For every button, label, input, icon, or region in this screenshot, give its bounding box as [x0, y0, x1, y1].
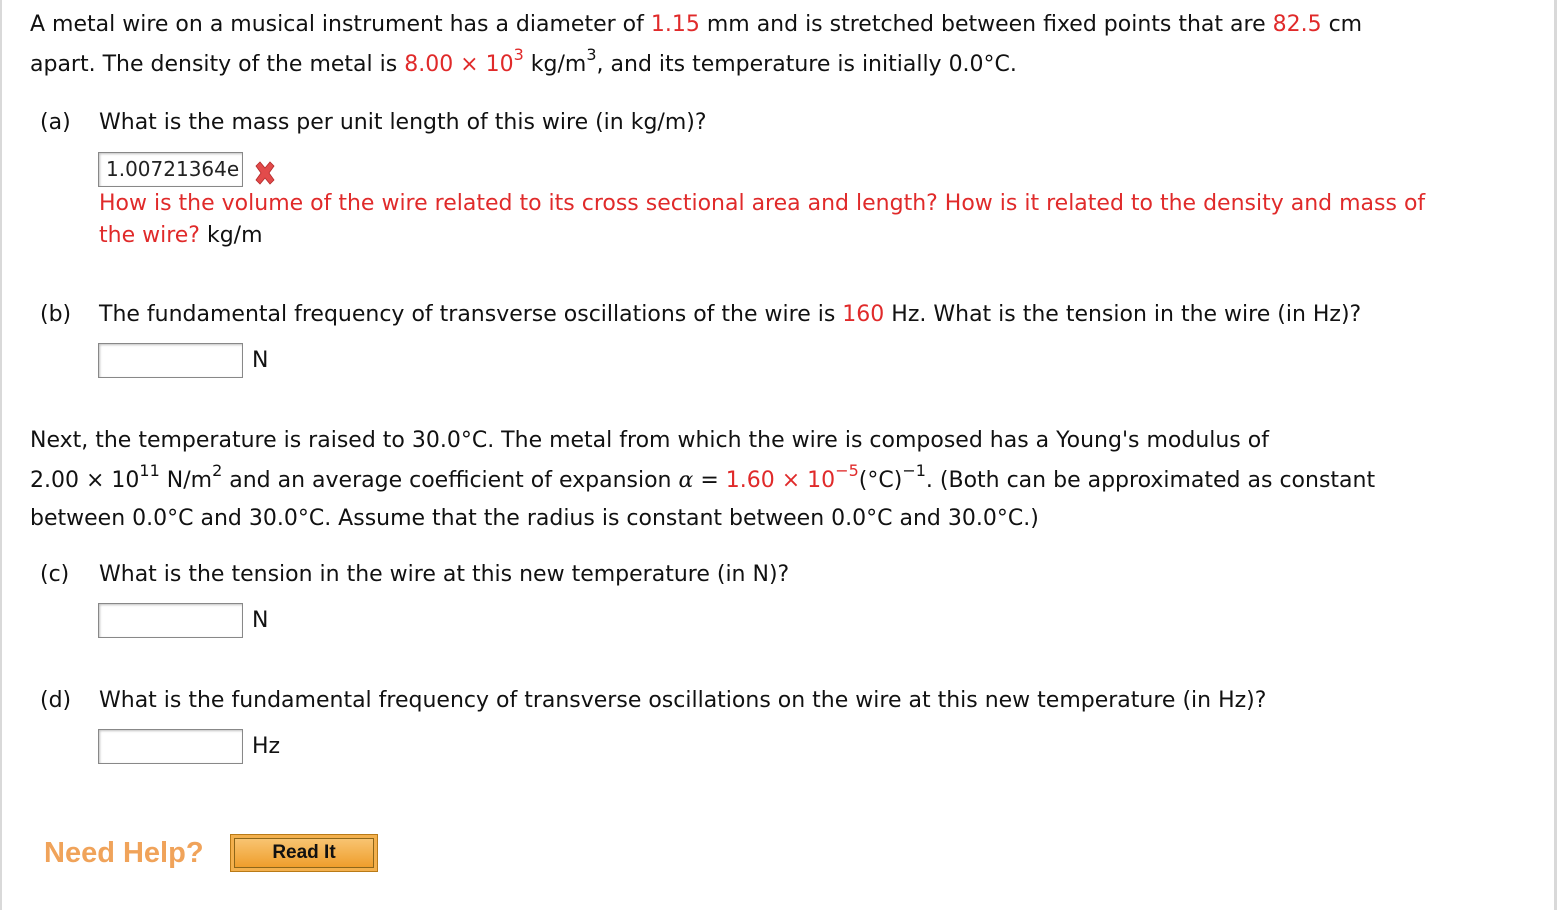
unit-exponent: 2 — [212, 460, 223, 480]
part-a-feedback-line-2 — [99, 220, 263, 252]
part-b-unit: N — [252, 348, 269, 373]
middle-line-3: between 0.0°C and 30.0°C. Assume that the radius is constant between 0.0°C and 30.0°C.) — [30, 506, 1039, 531]
intro-text: mm and is stretched between fixed points that are — [699, 12, 1273, 37]
unit-exponent: 3 — [586, 44, 597, 64]
intro-line-2 — [30, 44, 1017, 80]
part-c-unit: N — [252, 608, 269, 633]
middle-text: . (Both can be approximated as constant — [925, 468, 1376, 493]
question-text: Hz. What is the tension in the wire (in Hz)? — [884, 302, 1362, 327]
part-a-label: (a) — [40, 110, 71, 135]
alpha-symbol: α — [678, 468, 694, 493]
part-b-label: (b) — [40, 302, 72, 327]
part-d-unit: Hz — [252, 734, 281, 759]
middle-line-1: Next, the temperature is raised to 30.0°C. The metal from which the wire is composed has a Young's modulus of — [30, 428, 1269, 453]
middle-text: and an average coefficient of expansion — [222, 468, 679, 493]
density-exponent: 3 — [513, 44, 524, 64]
intro-text: , and its temperature is initially 0.0°C. — [596, 52, 1017, 77]
intro-text: cm — [1321, 12, 1363, 37]
density-value — [404, 44, 524, 77]
alpha-mantissa: 1.60 × 10 — [725, 468, 836, 493]
alpha-value — [725, 460, 859, 493]
equals-sign: = — [693, 468, 726, 493]
part-d-label: (d) — [40, 688, 72, 713]
read-it-button[interactable] — [230, 834, 378, 872]
alpha-unit: (°C) — [858, 468, 903, 493]
part-d-question: What is the fundamental frequency of transverse oscillations on the wire at this new temperature (in Hz)? — [99, 688, 1267, 713]
part-a-answer-input[interactable]: 1.00721364e — [98, 152, 243, 187]
youngs-modulus-exponent: 11 — [139, 460, 160, 480]
intro-text: apart. The density of the metal is — [30, 52, 405, 77]
need-help-label: Need Help? — [44, 837, 204, 869]
youngs-modulus-mantissa: 2.00 × 10 — [30, 468, 140, 493]
part-c-answer-input[interactable] — [98, 603, 243, 638]
part-c-label: (c) — [40, 562, 70, 587]
intro-text: A metal wire on a musical instrument has a diameter of — [30, 12, 651, 37]
separation-value: 82.5 — [1272, 12, 1322, 37]
part-b-answer-input[interactable] — [98, 343, 243, 378]
part-c-question: What is the tension in the wire at this new temperature (in N)? — [99, 562, 790, 587]
alpha-exponent: −5 — [835, 460, 859, 480]
diameter-value: 1.15 — [650, 12, 700, 37]
youngs-modulus-unit: N/m — [159, 468, 213, 493]
frequency-value: 160 — [842, 302, 885, 327]
part-d-answer-input[interactable] — [98, 729, 243, 764]
part-a-question: What is the mass per unit length of this wire (in kg/m)? — [99, 110, 707, 135]
alpha-unit-exponent: −1 — [902, 460, 926, 480]
part-a-feedback-line-1: How is the volume of the wire related to its cross sectional area and length? How is it related to the density and mass of — [99, 191, 1426, 216]
intro-line-1 — [30, 10, 1362, 40]
part-a-unit: kg/m — [199, 223, 263, 248]
question-text: The fundamental frequency of transverse oscillations of the wire is — [99, 302, 843, 327]
intro-text: kg/m — [523, 52, 587, 77]
incorrect-x-icon — [252, 160, 278, 186]
read-it-label[interactable]: Read It — [234, 838, 374, 868]
middle-line-2 — [30, 460, 1376, 496]
feedback-text: the wire? — [99, 223, 200, 248]
density-mantissa: 8.00 × 10 — [404, 52, 514, 77]
part-b-question — [99, 300, 1361, 330]
